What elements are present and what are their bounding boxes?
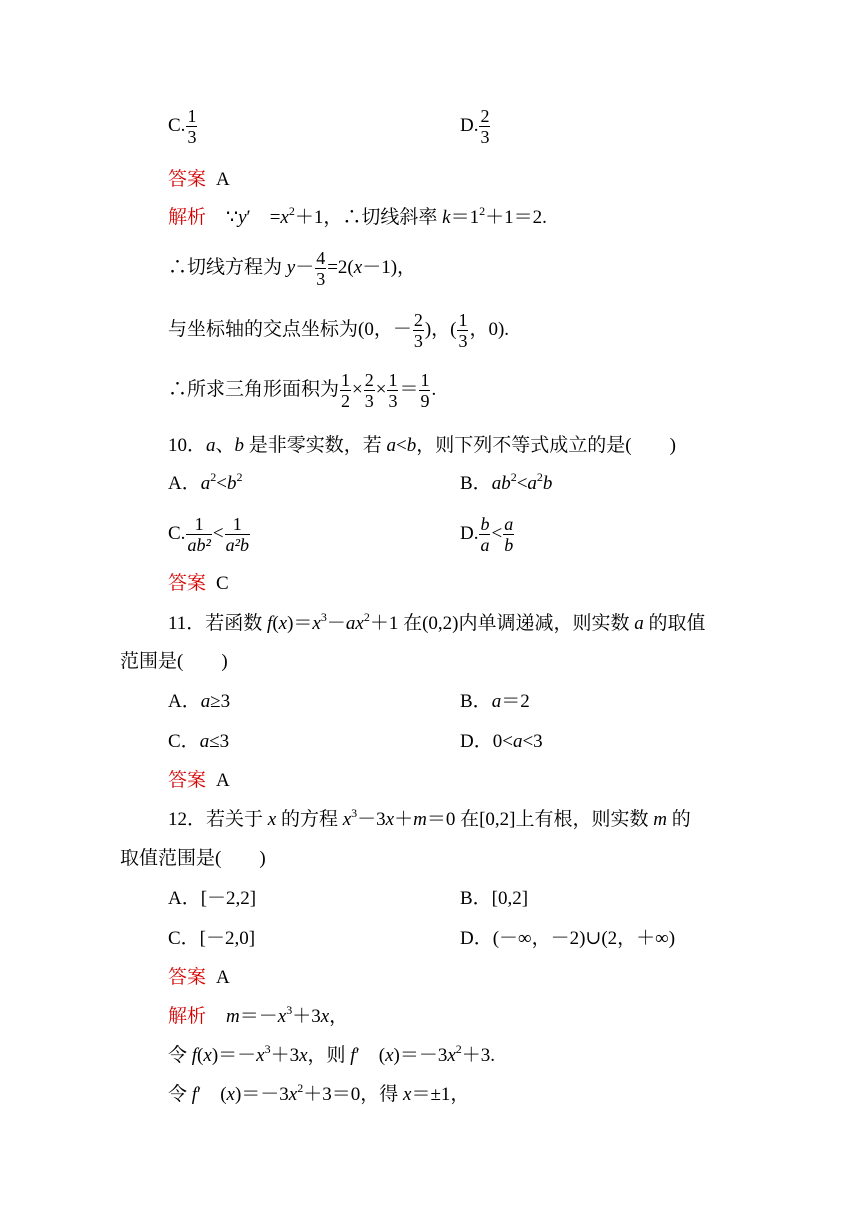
fraction: $\frac{2}{3}$ <box>480 106 490 147</box>
q10-option-a: A．$a^2<b^2$ <box>168 470 243 494</box>
q12-stem-line2: 取值范围是( ) <box>120 848 266 869</box>
q9-explain-line2: ∴切线方程为 y－ $\frac{4}{3}$ =2(x－1)， <box>168 248 417 289</box>
q12-answer <box>168 966 230 990</box>
fraction: $\frac{b}{a}$ <box>480 514 490 555</box>
q11-answer <box>168 769 230 793</box>
answer-value: A <box>216 967 230 988</box>
q12-stem-line1: 12．若关于 x 的方程 $x^3-3x+m=0$ 在[0,2]上有根，则实数 m 的 <box>168 806 691 830</box>
q11-option-a: A．a≥3 <box>168 691 231 712</box>
answer-label: 答案 <box>168 169 207 190</box>
q9-option-c: C. $\frac{1}{3}$ <box>168 106 197 147</box>
fraction: $\frac{2}{3}$ <box>364 370 374 411</box>
answer-value: A <box>216 770 230 791</box>
explain-label: 解析 <box>168 1006 207 1027</box>
explain-label: 解析 <box>168 207 207 228</box>
q11-stem-line2: 范围是( ) <box>120 651 228 672</box>
q11-option-d: D．0<a<3 <box>460 731 543 752</box>
q10-option-c: C. $\frac{1}{\text{ab²}}$ < $\frac{1}{\text{a²b}}$ <box>168 514 249 555</box>
fraction: $\frac{a}{b}$ <box>504 514 514 555</box>
q9-explain-line3: 与坐标轴的交点坐标为(0，－ $\frac{2}{3}$ )，( $\frac{1}{3}$ ，0). <box>168 310 510 351</box>
q9-answer <box>168 168 230 192</box>
q11-option-c: C．a≤3 <box>168 731 230 752</box>
q11-stem-line1: 11．若函数 $f(x)=x^3-ax^2+1$ 在(0,2)内单调递减，则实数 a 的取值 <box>168 610 706 634</box>
fraction: $\frac{1}{\text{ab²}}$ <box>187 514 211 555</box>
answer-label: 答案 <box>168 770 207 791</box>
answer-value: C <box>216 573 229 594</box>
q10-option-d: D. $\frac{b}{a}$ < $\frac{a}{b}$ <box>460 514 514 555</box>
q12-option-a: A．[－2,2] <box>168 888 257 909</box>
q9-explain-line1: 解析 ∵y′ $=x^2+1$，∴切线斜率 $k=1^2+1=2$. <box>168 204 547 228</box>
fraction: $\frac{1}{3}$ <box>388 370 398 411</box>
q10-answer <box>168 572 229 596</box>
fraction: $\frac{1}{2}$ <box>341 370 351 411</box>
q12-option-b: B．[0,2] <box>460 888 529 909</box>
fraction: $\frac{1}{9}$ <box>420 370 430 411</box>
q12-explain-line1: 解析 $m=-x^3+3x$， <box>168 1003 349 1027</box>
q10-stem: 10．a、b 是非零实数，若 a<b，则下列不等式成立的是( ) <box>168 435 676 456</box>
q10-option-b: B．$ab^2<a^2b$ <box>460 470 553 494</box>
q11-option-b: B．a＝2 <box>460 691 530 712</box>
q12-explain-line2: 令 $f(x)=-x^3+3x$，则 f′ $(x)=-3x^2+3$. <box>168 1042 496 1066</box>
q9-option-d: D. $\frac{2}{3}$ <box>460 106 490 147</box>
fraction: $\frac{1}{3}$ <box>187 106 197 147</box>
fraction: $\frac{1}{\text{a²b}}$ <box>225 514 249 555</box>
fraction: $\frac{4}{3}$ <box>316 248 326 289</box>
q12-option-c: C．[－2,0] <box>168 928 256 949</box>
q12-option-d: D．(－∞，－2)∪(2，＋∞) <box>460 928 676 949</box>
answer-label: 答案 <box>168 573 207 594</box>
answer-value: A <box>216 169 230 190</box>
fraction: $\frac{1}{3}$ <box>458 310 468 351</box>
q12-explain-line3: 令 f′ $(x)=-3x^2+3=0$，得 x＝±1， <box>168 1081 470 1105</box>
q9-explain-line4: ∴所求三角形面积为 $\frac{1}{2}$ × $\frac{2}{3}$ × $\frac{1}{3}$ ＝ $\frac{1}{9}$ . <box>168 370 437 411</box>
fraction: $\frac{2}{3}$ <box>413 310 423 351</box>
answer-label: 答案 <box>168 967 207 988</box>
